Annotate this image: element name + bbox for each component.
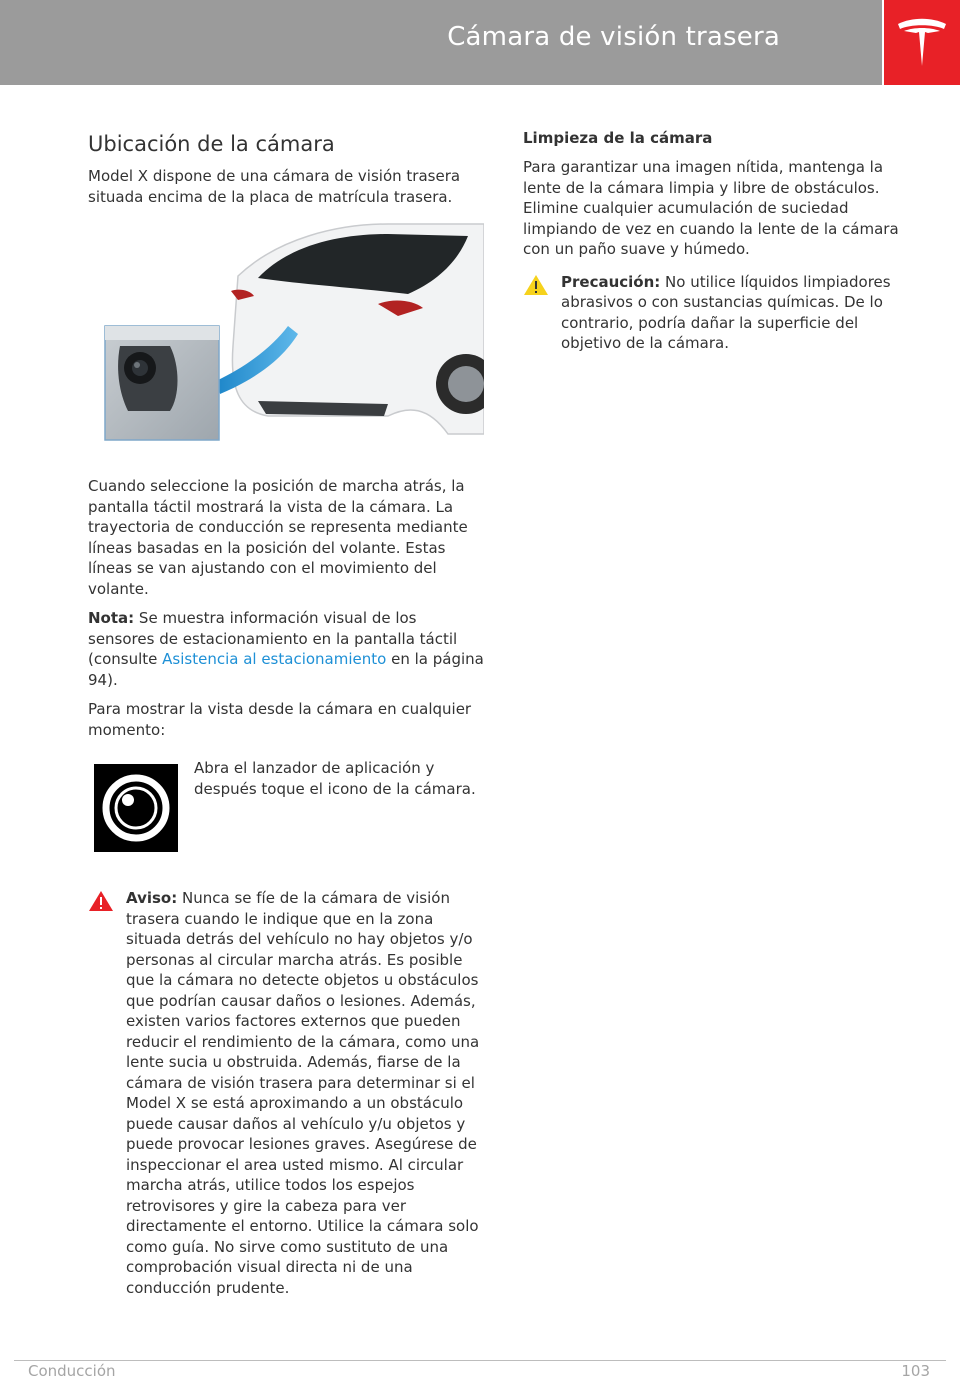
note-paragraph	[88, 608, 484, 690]
reverse-view-paragraph: Cuando seleccione la posición de marcha atrás, la pantalla táctil mostrará la vista de la cámara. La trayectoria de conducción se representa mediante líneas basadas en la posición del volante. Estas líneas se van ajustando con el movimiento del volante.	[88, 477, 468, 598]
page-header	[0, 0, 882, 85]
caution-label: Precaución:	[561, 272, 661, 291]
right-column	[523, 126, 915, 363]
caution-text: No utilice líquidos limpiadores abrasivos o con sustancias químicas. De lo contrario, podría dañar la superficie del objetivo de la cámara.	[561, 272, 891, 352]
page-title: Cámara de visión trasera	[447, 22, 780, 52]
warning-paragraph	[126, 888, 484, 1298]
section-heading-camera-location: Ubicación de la cámara	[88, 132, 335, 156]
intro-paragraph: Model X dispone de una cámara de visión trasera situada encima de la placa de matrícula trasera.	[88, 167, 461, 206]
footer-divider	[14, 1360, 946, 1361]
note-label: Nota:	[88, 609, 135, 627]
section-heading-camera-cleaning: Limpieza de la cámara	[523, 129, 713, 147]
rear-camera-location-figure	[88, 216, 484, 454]
note-text-before: Se muestra información visual de los sensores de estacionamiento en la pantalla táctil (consulte	[88, 609, 458, 668]
camera-app-instruction-text: Abra el lanzador de aplicación y después toque el icono de la cámara.	[194, 759, 476, 798]
tesla-logo-icon	[884, 0, 960, 85]
warning-icon	[88, 890, 114, 916]
camera-app-instruction	[88, 758, 484, 870]
caution-paragraph	[561, 272, 915, 354]
caution-icon	[523, 274, 549, 300]
camera-app-icon	[94, 764, 178, 852]
left-column	[88, 126, 484, 1307]
footer-section: Conducción	[28, 1362, 116, 1380]
warning-label: Aviso:	[126, 889, 178, 907]
page-number: 103	[901, 1362, 930, 1380]
parking-assist-link[interactable]: Asistencia al estacionamiento	[162, 650, 387, 668]
warning-text: Nunca se fíe de la cámara de visión trasera cuando le indique que en la zona situada detrás del vehículo no hay objetos y/o personas al circular marcha atrás. Es posible que la cámara no detecte objetos u obstáculos que podrían causar daños o lesiones. Además, existen varios factores externos que pueden reducir el rendimiento de la cámara, como una lente sucia u obstruida. Además, fiarse de la cámara de visión trasera para determinar si el Model X se está aproximando a un obstáculo puede causar daños al vehículo y/u objetos y puede provocar lesiones graves. Asegúrese de inspeccionar el area usted mismo. Al circular marcha atrás, utilice todos los espejos retrovisores y gire la cabeza para ver directamente el entorno. Utilice la cámara solo como guía. No sirve como sustituto de una comprobación visual directa ni de una conducción prudente.	[126, 889, 480, 1297]
warning-notice	[88, 888, 484, 1298]
show-view-paragraph: Para mostrar la vista desde la cámara en cualquier momento:	[88, 700, 472, 739]
cleaning-paragraph: Para garantizar una imagen nítida, mantenga la lente de la cámara limpia y libre de obstáculos. Elimine cualquier acumulación de suciedad limpiando de vez en cuando la lente de la cámara con un paño suave y húmedo.	[523, 158, 899, 258]
caution-notice	[523, 272, 915, 354]
note-text-after: en la página 94).	[88, 650, 484, 689]
